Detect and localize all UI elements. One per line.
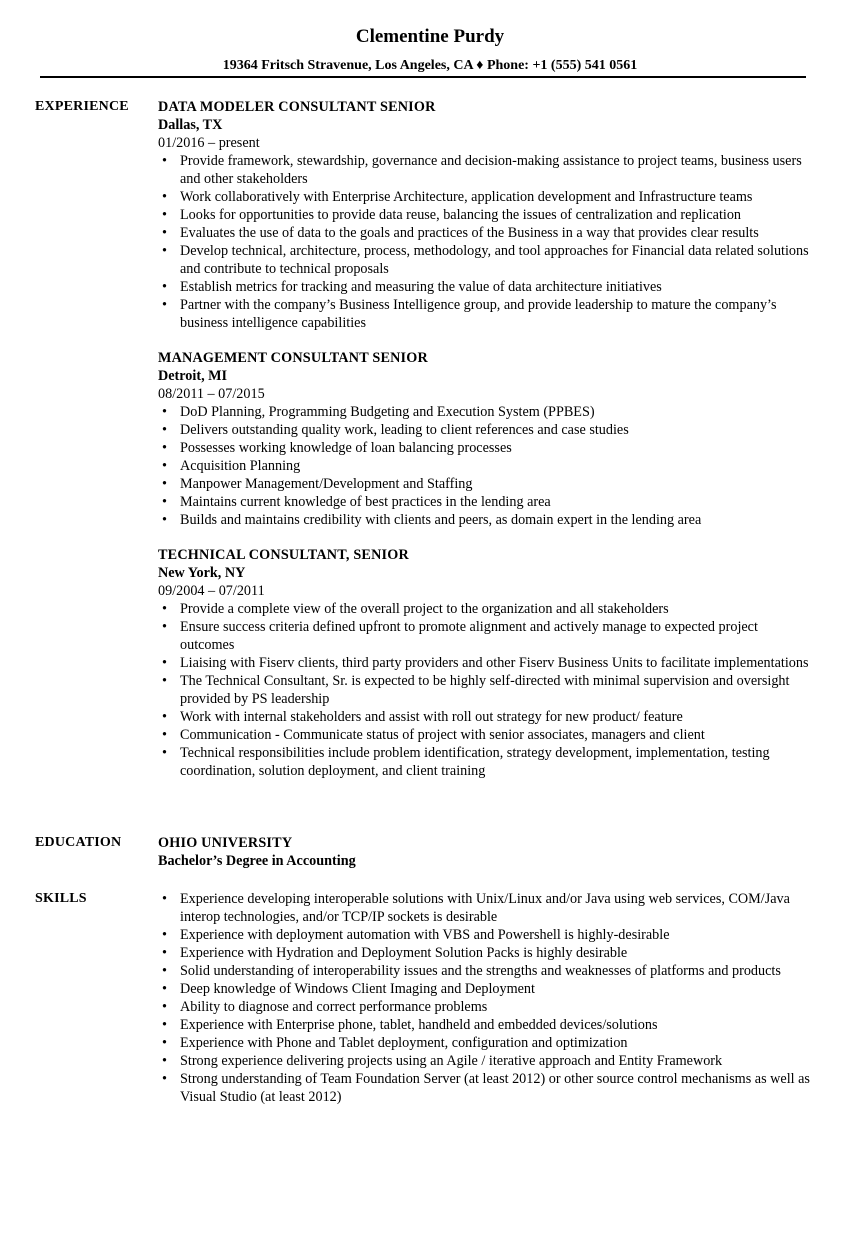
education-section (35, 834, 815, 870)
job-bullet-list (158, 600, 815, 780)
list-item: • Solid understanding of interoperability issues and the strengths and weaknesses of platforms and products (158, 962, 815, 980)
list-item: • Provide framework, stewardship, governance and decision-making assistance to project teams, business users and other stakeholders (158, 152, 815, 188)
resume-header (0, 0, 860, 75)
skills-body (158, 890, 815, 1106)
list-item: • Delivers outstanding quality work, leading to client references and case studies (158, 421, 815, 439)
job-location: Detroit, MI (158, 368, 228, 384)
list-item: • Experience with Enterprise phone, tablet, handheld and embedded devices/solutions (158, 1016, 815, 1034)
list-item: • Ability to diagnose and correct performance problems (158, 998, 815, 1016)
degree: Bachelor’s Degree in Accounting (158, 853, 356, 869)
list-item: • Maintains current knowledge of best practices in the lending area (158, 493, 815, 511)
contact-line: 19364 Fritsch Stravenue, Los Angeles, CA ♦ Phone: +1 (555) 541 0561 (222, 58, 638, 73)
job-location: New York, NY (158, 565, 246, 581)
list-item: • Develop technical, architecture, process, methodology, and tool approaches for Financial data related solutions and contribute to technical proposals (158, 242, 815, 278)
list-item: • Looks for opportunities to provide data reuse, balancing the issues of centralization and replication (158, 206, 815, 224)
list-item: • Strong understanding of Team Foundation Server (at least 2012) or other source control mechanisms as well as Visual Studio (at least 2012) (158, 1070, 815, 1106)
school-name: OHIO UNIVERSITY (158, 835, 293, 851)
list-item: • Experience with Hydration and Deployment Solution Packs is highly desirable (158, 944, 815, 962)
job-title: MANAGEMENT CONSULTANT SENIOR (158, 350, 428, 366)
list-item: • Work with internal stakeholders and assist with roll out strategy for new product/ feature (158, 708, 815, 726)
job-dates: 01/2016 – present (158, 135, 260, 151)
list-item: • Partner with the company’s Business Intelligence group, and provide leadership to mature the company’s business intelligence capabilities (158, 296, 815, 332)
list-item: • Experience developing interoperable solutions with Unix/Linux and/or Java using web services, COM/Java interop technologies, and/or TCP/IP sockets is desirable (158, 890, 815, 926)
list-item: • Technical responsibilities include problem identification, strategy development, implementation, testing coordination, solution deployment, and client training (158, 744, 815, 780)
list-item: • The Technical Consultant, Sr. is expected to be highly self-directed with minimal supervision and oversight provided by PS leadership (158, 672, 815, 708)
job-entry (158, 98, 815, 332)
list-item: • DoD Planning, Programming Budgeting and Execution System (PPBES) (158, 403, 815, 421)
skills-section (35, 890, 815, 1106)
job-bullet-list (158, 403, 815, 529)
candidate-name: Clementine Purdy (355, 26, 505, 47)
experience-section (35, 98, 815, 797)
list-item: • Builds and maintains credibility with clients and peers, as domain expert in the lending area (158, 511, 815, 529)
list-item: • Ensure success criteria defined upfront to promote alignment and actively manage to expected project outcomes (158, 618, 815, 654)
list-item: • Evaluates the use of data to the goals and practices of the Business in a way that provides clear results (158, 224, 815, 242)
list-item: • Communication - Communicate status of project with senior associates, managers and client (158, 726, 815, 744)
list-item: • Strong experience delivering projects using an Agile / iterative approach and Entity Framework (158, 1052, 815, 1070)
job-bullet-list (158, 152, 815, 332)
experience-body (158, 98, 815, 780)
section-title-experience: EXPERIENCE (35, 99, 129, 114)
list-item: • Work collaboratively with Enterprise Architecture, application development and Infrastructure teams (158, 188, 815, 206)
list-item: • Possesses working knowledge of loan balancing processes (158, 439, 815, 457)
skills-list (158, 890, 815, 1106)
list-item: • Experience with deployment automation with VBS and Powershell is highly-desirable (158, 926, 815, 944)
list-item: • Experience with Phone and Tablet deployment, configuration and optimization (158, 1034, 815, 1052)
list-item: • Establish metrics for tracking and measuring the value of data architecture initiatives (158, 278, 815, 296)
job-location: Dallas, TX (158, 117, 223, 133)
job-entry (158, 349, 815, 529)
list-item: • Liaising with Fiserv clients, third party providers and other Fiserv Business Units to facilitate implementations (158, 654, 815, 672)
job-dates: 09/2004 – 07/2011 (158, 583, 265, 599)
header-divider (40, 76, 806, 78)
education-body (158, 834, 815, 870)
list-item: • Acquisition Planning (158, 457, 815, 475)
list-item: • Deep knowledge of Windows Client Imaging and Deployment (158, 980, 815, 998)
job-title: TECHNICAL CONSULTANT, SENIOR (158, 547, 409, 563)
section-title-education: EDUCATION (35, 835, 122, 850)
list-item: • Manpower Management/Development and Staffing (158, 475, 815, 493)
list-item: • Provide a complete view of the overall project to the organization and all stakeholders (158, 600, 815, 618)
section-title-skills: SKILLS (35, 891, 87, 906)
job-dates: 08/2011 – 07/2015 (158, 386, 265, 402)
job-entry (158, 546, 815, 780)
job-title: DATA MODELER CONSULTANT SENIOR (158, 99, 436, 115)
